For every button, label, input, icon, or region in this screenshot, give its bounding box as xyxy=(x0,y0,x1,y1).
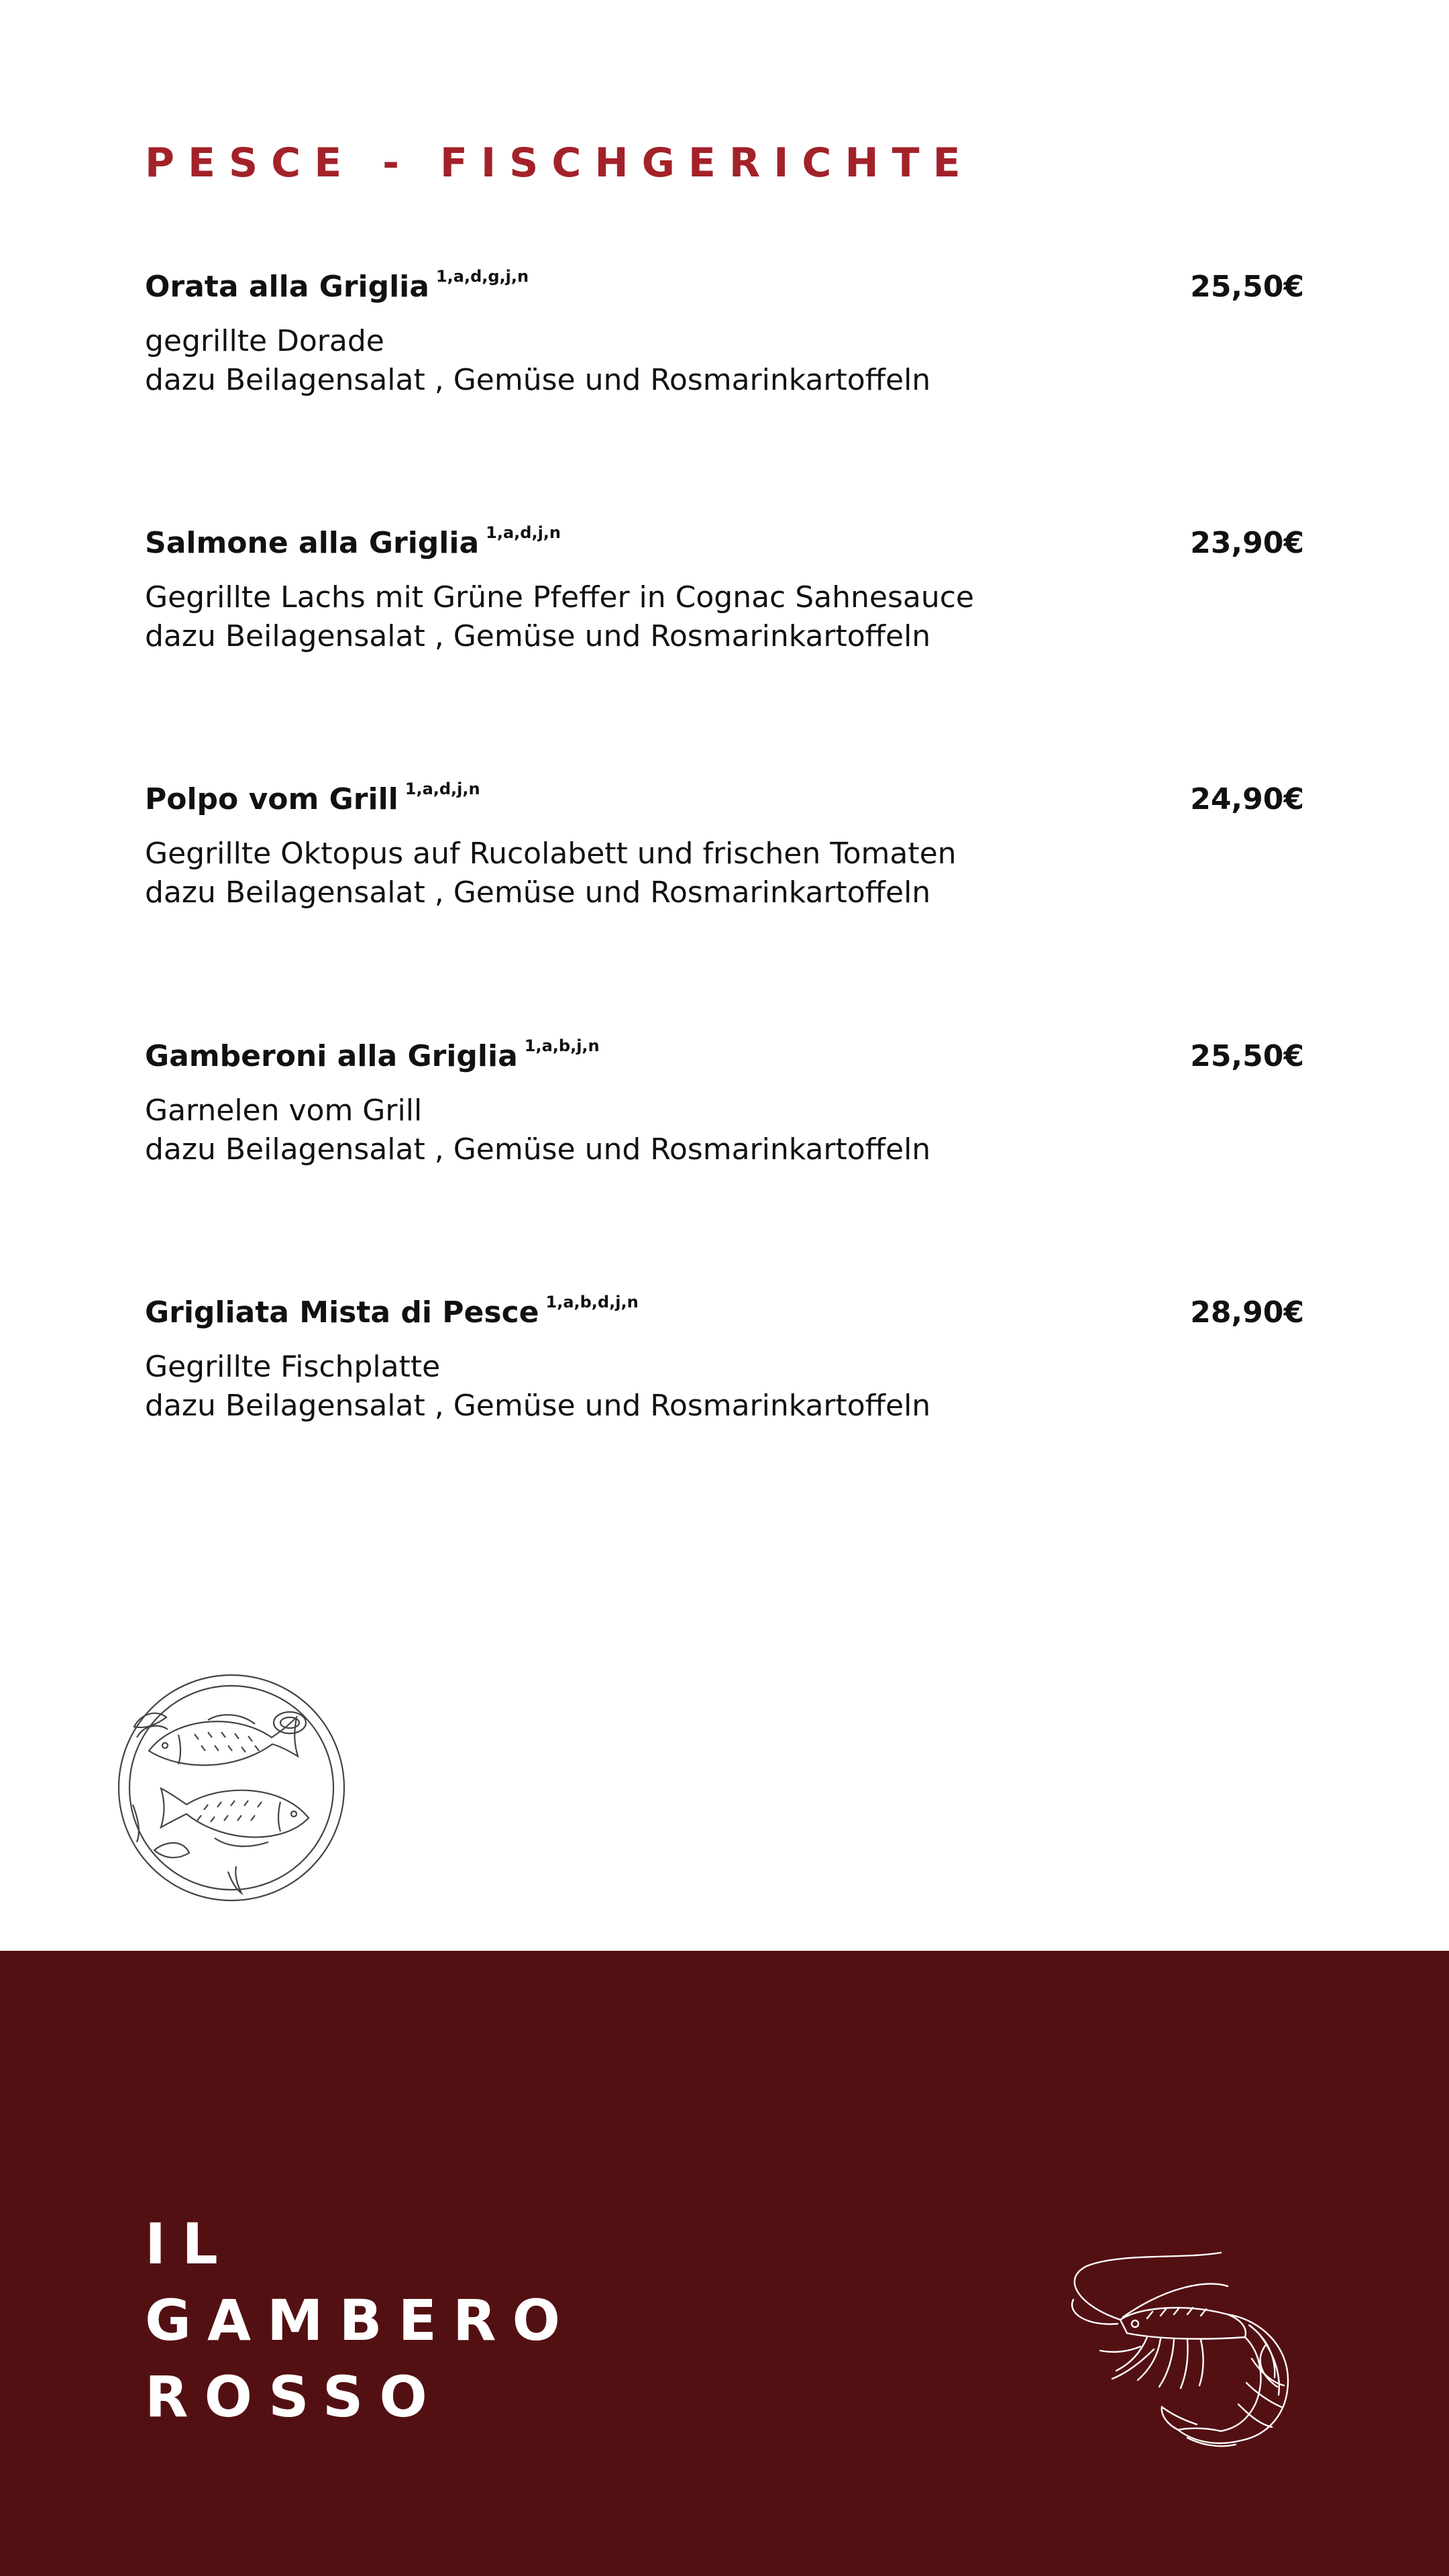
item-description-line: Gegrillte Oktopus auf Rucolabett und frischen Tomaten xyxy=(145,837,957,871)
item-allergens: 1,a,b,j,n xyxy=(524,1036,600,1055)
item-name xyxy=(145,1030,600,1087)
item-allergens: 1,a,d,g,j,n xyxy=(435,267,529,286)
item-name-text: Orata alla Griglia xyxy=(145,270,429,304)
item-price: 28,90€ xyxy=(1190,1295,1304,1330)
item-price: 24,90€ xyxy=(1190,782,1304,816)
item-name xyxy=(145,773,480,830)
footer-band xyxy=(0,1951,1449,2576)
menu-item xyxy=(145,773,1304,912)
item-description xyxy=(145,322,1304,400)
menu-item xyxy=(145,1286,1304,1426)
item-allergens: 1,a,d,j,n xyxy=(405,780,480,798)
item-description-line: dazu Beilagensalat , Gemüse und Rosmarinkartoffeln xyxy=(145,875,931,910)
item-description-line: gegrillte Dorade xyxy=(145,324,384,358)
menu-item xyxy=(145,517,1304,656)
item-allergens: 1,a,d,j,n xyxy=(486,523,561,542)
item-description-line: Gegrillte Lachs mit Grüne Pfeffer in Cognac Sahnesauce xyxy=(145,580,974,614)
item-description xyxy=(145,835,1304,912)
item-description-line: Garnelen vom Grill xyxy=(145,1093,423,1128)
menu-item xyxy=(145,1030,1304,1169)
item-price: 25,50€ xyxy=(1190,1039,1304,1073)
item-header xyxy=(145,1030,1304,1083)
item-description xyxy=(145,1091,1304,1169)
item-description xyxy=(145,578,1304,656)
brand-line: IL xyxy=(145,2211,234,2277)
item-name-text: Polpo vom Grill xyxy=(145,782,398,816)
item-description xyxy=(145,1348,1304,1426)
item-header xyxy=(145,773,1304,826)
item-price: 25,50€ xyxy=(1190,270,1304,304)
brand-line: GAMBERO xyxy=(145,2288,577,2353)
item-header xyxy=(145,260,1304,314)
item-description-line: Gegrillte Fischplatte xyxy=(145,1350,441,1384)
item-name xyxy=(145,517,561,574)
restaurant-name xyxy=(145,2206,576,2435)
item-name-text: Gamberoni alla Griglia xyxy=(145,1039,518,1073)
item-price: 23,90€ xyxy=(1190,526,1304,560)
item-description-line: dazu Beilagensalat , Gemüse und Rosmarinkartoffeln xyxy=(145,619,931,653)
item-name xyxy=(145,1286,639,1344)
item-name-text: Salmone alla Griglia xyxy=(145,526,480,560)
item-name-text: Grigliata Mista di Pesce xyxy=(145,1295,539,1330)
shrimp-icon xyxy=(1060,2239,1315,2454)
section-title: PESCE - FISCHGERICHTE xyxy=(145,140,974,186)
brand-line: ROSSO xyxy=(145,2364,443,2430)
item-name xyxy=(145,260,529,318)
menu-item xyxy=(145,260,1304,400)
item-description-line: dazu Beilagensalat , Gemüse und Rosmarinkartoffeln xyxy=(145,1132,931,1167)
item-description-line: dazu Beilagensalat , Gemüse und Rosmarinkartoffeln xyxy=(145,363,931,397)
item-header xyxy=(145,1286,1304,1340)
item-description-line: dazu Beilagensalat , Gemüse und Rosmarinkartoffeln xyxy=(145,1389,931,1423)
item-header xyxy=(145,517,1304,570)
item-allergens: 1,a,b,d,j,n xyxy=(545,1293,639,1311)
fish-plate-icon xyxy=(114,1670,349,1905)
